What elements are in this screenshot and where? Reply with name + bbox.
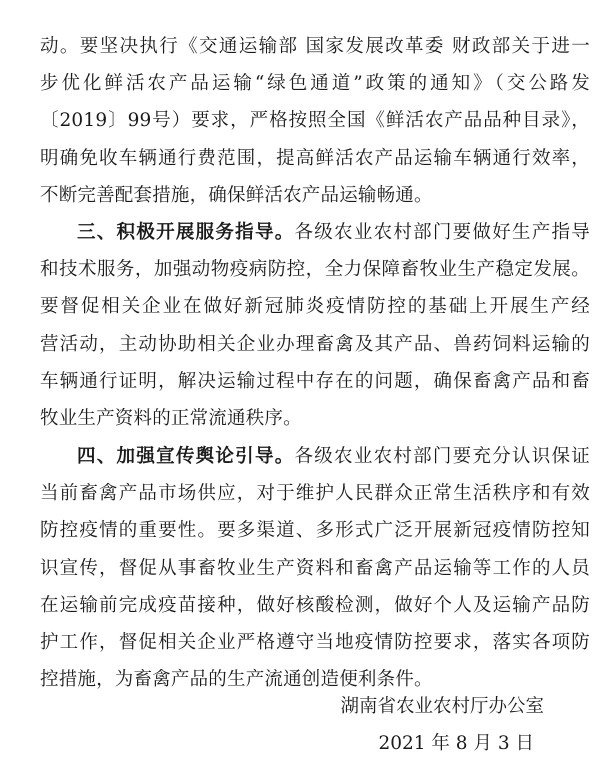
- paragraph-line: 车辆通行证明，解决运输过程中存在的问题，确保畜禽产品和畜: [40, 370, 590, 392]
- paragraph-line: 明确免收车辆通行费范围，提高鲜活农产品运输车辆通行效率，: [40, 147, 590, 169]
- paragraph-first-line: [40, 438, 590, 475]
- paragraph-line: 动。要坚决执行《交通运输部 国家发展改革委 财政部关于进一: [40, 36, 590, 57]
- paragraph-line: 步优化鲜活农产品运输“绿色通道”政策的通知》（交公路发: [40, 73, 590, 95]
- paragraph-line: 要督促相关企业在做好新冠肺炎疫情防控的基础上开展生产经: [40, 296, 590, 318]
- paragraph-line: 营活动，主动协助相关企业办理畜禽及其产品、兽药饲料运输的: [40, 333, 590, 355]
- paragraph-service-guidance: [40, 214, 590, 437]
- paragraph-line: 控措施，为畜禽产品的生产流通创造便利条件。: [40, 669, 433, 691]
- paragraph-first-line: [40, 214, 590, 251]
- paragraph-line: 防控疫情的重要性。要多渠道、多形式广泛开展新冠疫情防控知: [40, 520, 590, 542]
- paragraph-green-channel: [40, 28, 590, 214]
- paragraph-line: 〔2019〕99号）要求，严格按照全国《鲜活农产品品种目录》，: [40, 110, 590, 132]
- paragraph-line: 在运输前完成疫苗接种，做好核酸检测，做好个人及运输产品防: [40, 594, 590, 616]
- paragraph-first-line-text: 各级农业农村部门要做好生产指导: [294, 222, 590, 243]
- section-heading: 三、积极开展服务指导。: [77, 222, 295, 243]
- paragraph-line: 不断完善配套措施，确保鲜活农产品运输畅通。: [40, 184, 433, 206]
- paragraph-line: 当前畜禽产品市场供应，对于维护人民群众正常生活秩序和有效: [40, 483, 590, 505]
- paragraph-line: 识宣传，督促从事畜牧业生产资料和畜禽产品运输等工作的人员: [40, 557, 590, 579]
- paragraph-line: 牧业生产资料的正常流通秩序。: [40, 407, 302, 429]
- issuing-organization: 湖南省农业农村厅办公室: [340, 696, 544, 717]
- paragraph-line: 和技术服务，加强动物疫病防控，全力保障畜牧业生产稳定发展。: [40, 259, 590, 281]
- section-heading: 四、加强宣传舆论引导。: [77, 446, 295, 467]
- issue-date: 2021 年 8 月 3 日: [378, 733, 534, 754]
- paragraph-first-line-text: 各级农业农村部门要充分认识保证: [294, 446, 590, 467]
- paragraph-line: 护工作，督促相关企业严格遵守当地疫情防控要求，落实各项防: [40, 631, 590, 653]
- paragraph-publicity-guidance: [40, 438, 590, 698]
